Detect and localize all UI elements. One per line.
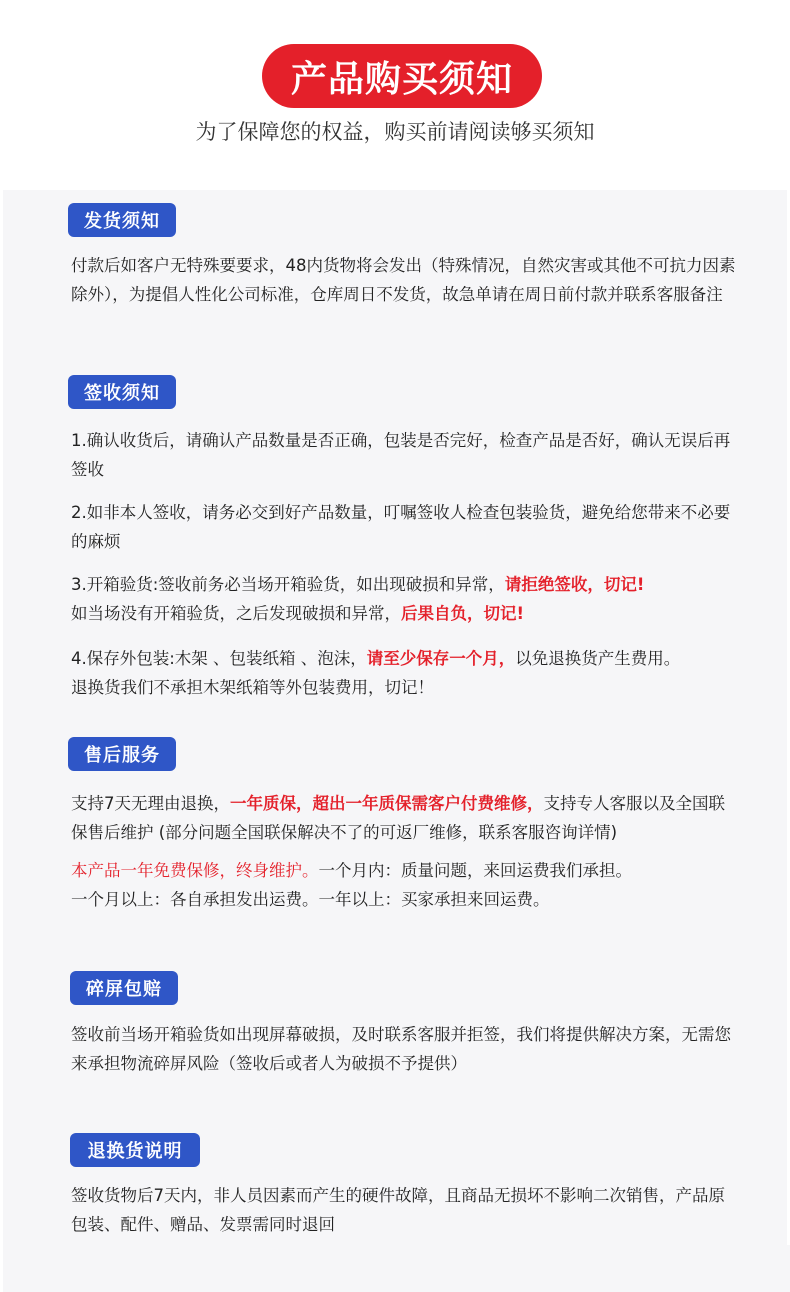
receiving-item-4-warning: 请至少保存一个月， — [366, 649, 516, 668]
receiving-item-3-text-2: 如当场没有开箱验货，之后发现破损和异常， — [71, 604, 401, 623]
after-sales-free-repair: 本产品一年免费保修，终身维护。 — [71, 861, 319, 880]
screen-text: 签收前当场开箱验货如出现屏幕破损，及时联系客服并拒签，我们将提供解决方案，无需您来承担物流碎屏风险（签收后或者人为破损不予提供） — [71, 1025, 731, 1073]
receiving-item-4 — [71, 644, 741, 702]
after-sales-warranty: 一年质保，超出一年质保需客户付费维修， — [230, 794, 544, 813]
receiving-item-3-text: 3.开箱验货:签收前务必当场开箱验货，如出现破损和异常， — [71, 575, 505, 594]
receiving-item-4-text: 4.保存外包装:木架 、包装纸箱 、泡沫， — [71, 649, 367, 668]
after-sales-text-4: 一个月以上：各自承担发出运费。一年以上：买家承担来回运费。 — [71, 890, 550, 909]
page-subtitle: 为了保障您的权益，购买前请阅读够买须知 — [195, 120, 595, 144]
after-sales-text-3: 一个月内：质量问题，来回运费我们承担。 — [318, 861, 632, 880]
page-title: 产品购买须知 — [262, 44, 542, 108]
receiving-item-4-text-3: 退换货我们不承担木架纸箱等外包装费用，切记！ — [71, 678, 434, 697]
section-tag-returns: 退换货说明 — [70, 1133, 200, 1167]
section-tag-shipping: 发货须知 — [68, 203, 176, 237]
after-sales-text-2: 支持专人客服以及全国联保售后维护 (部分问题全国联保解决不了的可返厂维修，联系客服咨询详情) — [71, 794, 725, 842]
after-sales-text: 支持7天无理由退换， — [71, 794, 230, 813]
receiving-item-3 — [71, 570, 741, 628]
receiving-item-4-text-2: 以免退换货产生费用。 — [515, 649, 681, 668]
receiving-item-1: 1.确认收货后，请确认产品数量是否正确，包装是否完好，检查产品是否好，确认无误后再签收 — [71, 431, 731, 479]
section-tag-receiving: 签收须知 — [68, 375, 176, 409]
content-panel-bottom — [20, 1245, 790, 1292]
receiving-item-2: 2.如非本人签收，请务必交到好产品数量，叮嘱签收人检查包装验货，避免给您带来不必要的麻烦 — [71, 503, 731, 551]
returns-text: 签收货物后7天内，非人员因素而产生的硬件故障，且商品无损坏不影响二次销售，产品原包装、配件、赠品、发票需同时退回 — [71, 1186, 725, 1234]
receiving-item-3-warning: 请拒绝签收，切记! — [504, 575, 645, 594]
section-tag-after-sales: 售后服务 — [68, 737, 176, 771]
shipping-text: 付款后如客户无特殊要要求，48内货物将会发出（特殊情况，自然灾害或其他不可抗力因素除外），为提倡人性化公司标准，仓库周日不发货，故急单请在周日前付款并联系客服备注 — [71, 256, 736, 304]
after-sales-paragraph-1 — [71, 789, 741, 847]
section-tag-screen: 碎屏包赔 — [70, 971, 178, 1005]
receiving-item-3-warning-2: 后果自负，切记! — [401, 604, 525, 623]
after-sales-paragraph-2 — [71, 856, 741, 914]
header — [0, 0, 790, 190]
